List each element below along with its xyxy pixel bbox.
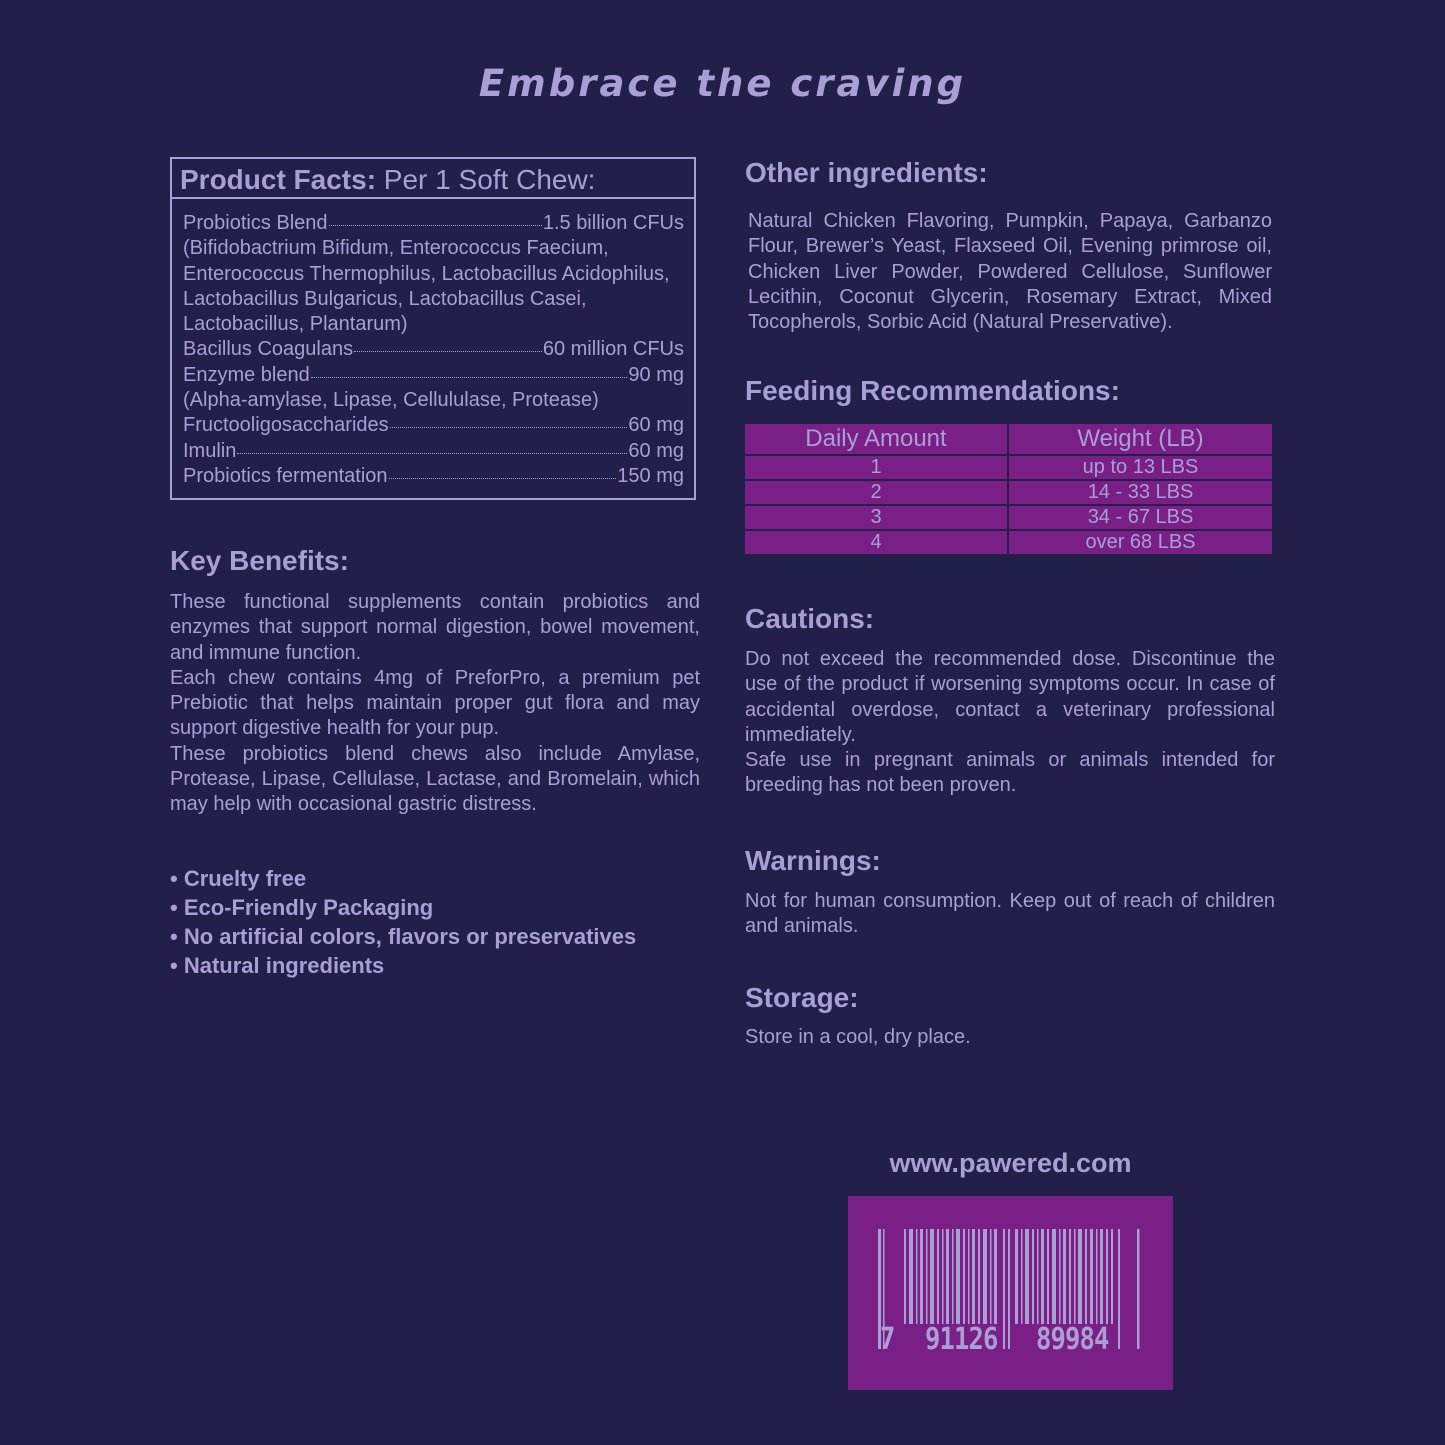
facts-row-name: Imulin: [183, 439, 237, 462]
facts-row-name: Probiotics Blend: [183, 212, 328, 234]
barcode: [848, 1196, 1173, 1390]
table-row: [745, 481, 1272, 504]
facts-ingredient-detail: (Alpha-amylase, Lipase, Cellululase, Protease): [183, 389, 599, 412]
key-benefits-paragraph: Each chew contains 4mg of PreforPro, a premium pet Prebiotic that helps maintain proper gut flora and may support digestive health for your pup.: [170, 666, 700, 740]
key-benefits-paragraph: These functional supplements contain probiotics and enzymes that support normal digestion, bowel movement, and immune function.: [170, 591, 700, 664]
key-benefits-paragraph: These probiotics blend chews also include Amylase, Protease, Lipase, Cellulase, Lactase, and Bromelain, which may help with occasional gastric distress.: [170, 742, 700, 816]
facts-row-value: 150 mg: [617, 464, 684, 487]
product-facts-list: [172, 199, 694, 489]
facts-row: [183, 337, 684, 362]
other-ingredients-text: [748, 209, 1272, 335]
cell-weight: 34 - 67 LBS: [1009, 506, 1272, 529]
storage-heading: Storage:: [745, 982, 859, 1013]
benefit-bullets: [170, 864, 636, 980]
facts-row: [183, 413, 684, 438]
dot-leader: [390, 427, 628, 428]
facts-row-name: Probiotics fermentation: [183, 464, 388, 487]
facts-ingredient-detail: Enterococcus Thermophilus, Lactobacillus Acidophilus,: [183, 262, 670, 285]
facts-ingredient-detail: (Bifidobactrium Bifidum, Enterococcus Faecium,: [183, 237, 609, 260]
feeding-table: [743, 422, 1274, 556]
cautions-heading: Cautions:: [745, 603, 875, 634]
product-facts-panel: [170, 157, 696, 500]
dot-leader: [354, 351, 542, 352]
dot-leader: [329, 225, 542, 226]
warnings-paragraph: Not for human consumption. Keep out of reach of children and animals.: [745, 890, 1275, 938]
barcode-digits-right: 89984: [1036, 1322, 1109, 1357]
key-benefits-text: [170, 590, 700, 818]
cell-weight: up to 13 LBS: [1009, 456, 1272, 479]
dot-leader: [311, 377, 628, 378]
storage-text: [745, 1025, 1275, 1050]
barcode-digit-first: 7: [880, 1322, 895, 1357]
bullet-item: • No artificial colors, flavors or preservatives: [170, 924, 637, 949]
warnings-text: [745, 889, 1275, 940]
website-link[interactable]: www.pawered.com: [889, 1148, 1132, 1178]
facts-row-name: Enzyme blend: [183, 363, 310, 386]
facts-ingredient-detail: Lactobacillus Bulgaricus, Lactobacillus Casei,: [183, 287, 587, 310]
dot-leader: [389, 478, 617, 479]
feeding-heading: Feeding Recommendations:: [745, 375, 1120, 406]
dot-leader: [237, 453, 627, 454]
cell-weight: over 68 LBS: [1009, 531, 1272, 554]
column-daily-amount: Daily Amount: [745, 424, 1007, 454]
cell-weight: 14 - 33 LBS: [1009, 481, 1272, 504]
facts-row: [183, 439, 684, 464]
facts-row-value: 60 mg: [628, 439, 684, 462]
facts-row-value: 90 mg: [628, 363, 684, 386]
facts-row-value: 1.5 billion CFUs: [542, 212, 684, 234]
barcode-digits-left: 91126: [925, 1322, 998, 1357]
warnings-heading: Warnings:: [745, 845, 881, 876]
facts-row: [183, 464, 684, 489]
table-row: [745, 531, 1272, 554]
headline: Embrace the craving: [478, 62, 967, 105]
cautions-paragraph: Do not exceed the recommended dose. Discontinue the use of the product if worsening symptoms occur. In case of accidental overdose, contact a veterinary professional immediately.: [745, 648, 1275, 746]
other-ingredients-paragraph: Natural Chicken Flavoring, Pumpkin, Papaya, Garbanzo Flour, Brewer’s Yeast, Flaxseed Oil, Evening primrose oil, Chicken Liver Powder, Powdered Cellulose, Sunflower Lecithin, Coconut Glycerin, Rosemary Extract, Mixed Tocopherols, Sorbic Acid (Natural Preservative).: [748, 210, 1272, 334]
cell-amount: 4: [745, 531, 1007, 554]
table-row: [745, 456, 1272, 479]
feeding-table-header: [745, 424, 1272, 454]
cell-amount: 1: [745, 456, 1007, 479]
column-weight: Weight (LB): [1009, 424, 1272, 454]
barcode-bars-icon: [848, 1196, 1173, 1390]
facts-row-value: 60 mg: [628, 414, 684, 437]
facts-row-name: Bacillus Coagulans: [183, 338, 354, 361]
cautions-paragraph: Safe use in pregnant animals or animals intended for breeding has not been proven.: [745, 749, 1275, 797]
cautions-text: [745, 647, 1275, 799]
bullet-item: • Eco-Friendly Packaging: [170, 895, 434, 920]
product-facts-title: Product Facts: Per 1 Soft Chew:: [172, 159, 694, 199]
cell-amount: 3: [745, 506, 1007, 529]
facts-row-value: 60 million CFUs: [542, 338, 684, 361]
bullet-item: • Natural ingredients: [170, 953, 385, 978]
key-benefits-heading: Key Benefits:: [170, 545, 349, 576]
table-row: [745, 506, 1272, 529]
cell-amount: 2: [745, 481, 1007, 504]
facts-row-name: Fructooligosaccharides: [183, 414, 389, 437]
storage-paragraph: Store in a cool, dry place.: [745, 1026, 971, 1048]
facts-row: [183, 363, 684, 388]
bullet-item: • Cruelty free: [170, 866, 307, 891]
facts-row: [183, 211, 684, 236]
other-ingredients-heading: Other ingredients:: [745, 157, 988, 188]
facts-ingredient-detail: Lactobacillus, Plantarum): [183, 313, 408, 336]
